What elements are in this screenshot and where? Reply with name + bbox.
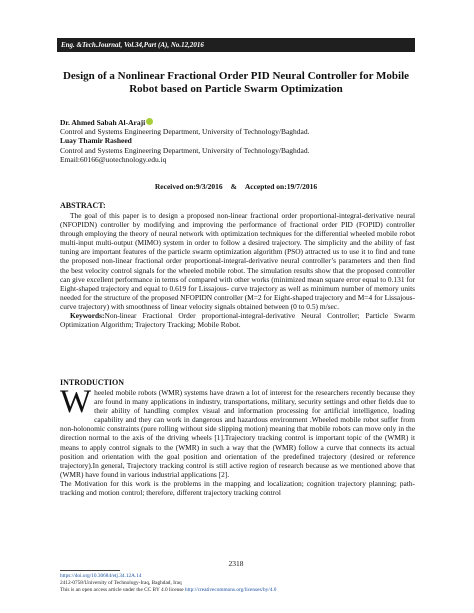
introduction-paragraph-2: The Motivation for this work is the problems in the mapping and localization; cognition trajectory planning; path-tracking and motion control; therefore, different trajectory tracking control (60, 478, 415, 498)
keywords-line (60, 311, 415, 329)
journal-header-bar (57, 38, 415, 52)
orcid-icon[interactable] (146, 118, 153, 125)
abstract-heading: ABSTRACT: (60, 201, 106, 210)
dates-ampersand: & (230, 182, 237, 191)
introduction-paragraph-1-text: heeled mobile robots (WMR) systems have drawn a lot of interest for the researchers recently because they are found in many applications in industry, transportations, military, security settings and other fields due to their ability of handling complex visual and information processing for artificial intelligence, loading capability and they can work in dangerous and hazardous environment .Wheeled mobile robot suffer from non-holonomic constraints (pure rolling without side slipping motion) meaning that mobile robots can move only in the direction normal to the axis of the driving wheels [1].Trajectory tracking control is important topic of the (WMR) it means to apply control signals to the (WMR) in such a way that the (WMR) follow a curve that connects its actual position and orientation with the goal position and orientation of the predefined trajectory (desired or reference trajectory).In general, Trajectory tracking control is still active region of research because as we mentioned above that (WMR) have found in various industrial applications [2]. (60, 388, 415, 479)
page-number: 2318 (228, 559, 244, 568)
author-affiliation-2: Control and Systems Engineering Department, University of Technology/Baghdad. (60, 145, 310, 155)
issn-line: 2412-0758/University of Technology-Iraq, Baghdad, Iraq (60, 580, 182, 586)
license-prefix: This is an open access article under the CC BY 4.0 license (60, 587, 185, 593)
keywords-text: Non-linear Fractional Order proportional-integral-derivative Neural Controller; Particle Swarm Optimization Algorithm; Trajectory Tracking; Mobile Robot. (60, 311, 415, 330)
journal-header-text: Eng. &Tech.Journal, Vol.34,Part (A), No.12,2016 (61, 41, 204, 49)
author-name-1: Dr. Ahmed Sabah Al-Araji (60, 118, 146, 127)
paper-title-line-2: Robot based on Particle Swarm Optimization (129, 83, 343, 95)
license-line (60, 587, 415, 594)
received-accepted-dates (57, 182, 415, 191)
introduction-paragraph-1 (60, 384, 415, 479)
author-affiliation-1: Control and Systems Engineering Department, University of Technology/Baghdad. (60, 127, 310, 137)
paper-title-line-1: Design of a Nonlinear Fractional Order PID Neural Controller for Mobile (62, 70, 410, 82)
abstract-body (60, 211, 415, 329)
drop-cap-letter: W (60, 384, 92, 420)
keywords-label: Keywords: (70, 311, 105, 321)
received-date: Received on:9/3/2016 (154, 182, 223, 191)
paper-title (57, 70, 415, 96)
doi-link[interactable]: https://doi.org/10.30684/etj.34.12A.14 (60, 573, 142, 579)
introduction-heading: INTRODUCTION (60, 378, 125, 387)
introduction-body (60, 384, 415, 498)
footer (60, 573, 415, 594)
author-email[interactable]: Email:60166@uotechnology.edu.iq (60, 154, 167, 164)
author-name-2: Luay Thamir Rasheed (60, 136, 132, 146)
license-link[interactable]: http://creativecommons.org/licenses/by/4.0 (184, 587, 277, 593)
abstract-paragraph: The goal of this paper is to design a proposed non-linear fractional order proportional-integral-derivative neural (NFOPIDN) controller by modifying and improving the performance of fractional order PID (FOPID) controller through employing the theory of neural network with optimization techniques for the differential wheeled mobile robot multi-input multi-output (MIMO) system in order to follow a desired trajectory. The simplicity and the ability of fast tuning are important features of the particle swarm optimization algorithm (PSO) attracted us to use it to find and tune the proposed non-linear fractional order proportional-integral-derivative neural controller’s parameters and then find the best velocity control signals for the wheeled mobile robot. The simulation results show that the proposed controller can give excellent performance in terms of compared with other works (minimized mean square error equal to 0.131 for Eight-shaped trajectory and equal to 0.619 for Lissajous- curve trajectory as well as minimum number of memory units needed for the structure of the proposed NFOPIDN controller (M=2 for Eight-shaped trajectory and M=4 for Lissajous- curve trajectory) with smoothness of linear velocity signals obtained between (0 to 0.5) m/sec. (60, 211, 415, 311)
accepted-date: Accepted on:19/7/2016 (244, 182, 318, 191)
footer-divider (60, 570, 120, 571)
author-block (60, 118, 415, 164)
